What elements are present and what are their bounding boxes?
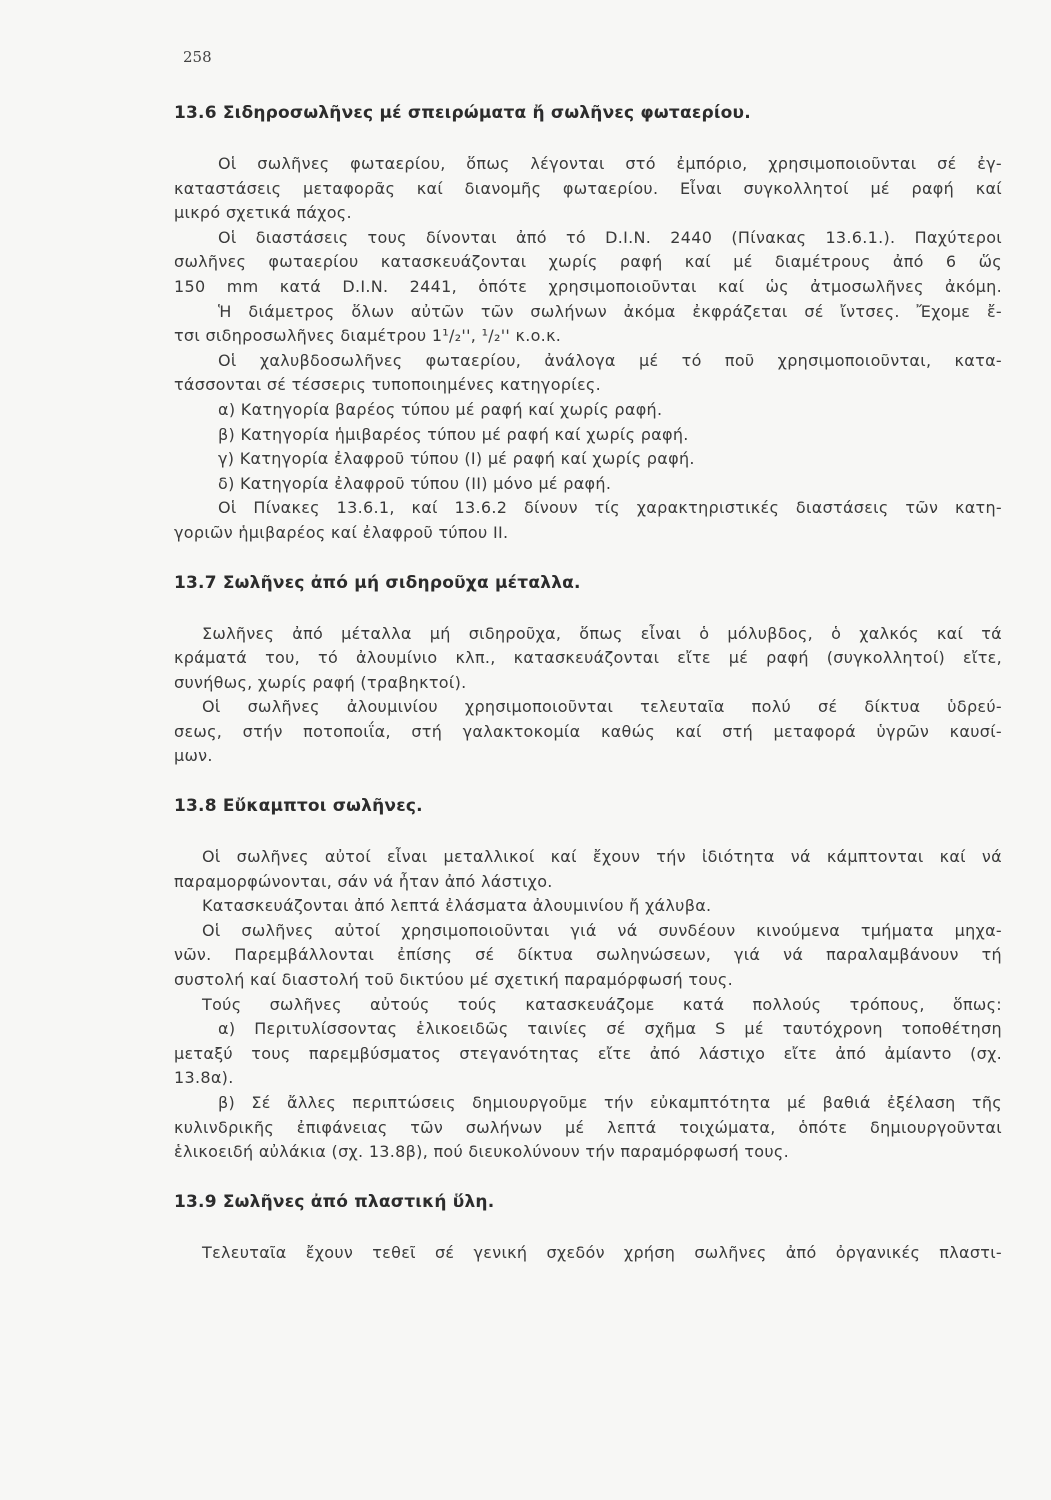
section-body-13-6 bbox=[174, 152, 1002, 546]
text-line: Οἱ σωλῆνες φωταερίου, ὅπως λέγονται στό ἐμπόριο, χρησιμοποιοῦνται σέ ἐγ- bbox=[218, 154, 1002, 173]
section-body-13-9 bbox=[174, 1241, 1002, 1266]
text-line: συνήθως, χωρίς ραφή (τραβηκτοί). bbox=[174, 672, 467, 692]
text-line: Τελευταῖα ἔχουν τεθεῖ σέ γενική σχεδόν χρήση σωλῆνες ἀπό ὀργανικές πλαστι- bbox=[202, 1242, 1002, 1262]
section-body-13-7 bbox=[174, 622, 1002, 770]
section-heading-13-6: 13.6 Σιδηροσωλῆνες μέ σπειρώματα ἤ σωλῆνες φωταερίου. bbox=[174, 103, 751, 123]
section-heading-13-8: 13.8 Εὔκαμπτοι σωλῆνες. bbox=[174, 796, 423, 817]
text-line: Σωλῆνες ἀπό μέταλλα μή σιδηροῦχα, ὅπως εἶναι ὁ μόλυβδος, ὁ χαλκός καί τά bbox=[202, 623, 1002, 643]
text-line: νῶν. Παρεμβάλλονται ἐπίσης σέ δίκτυα σωληνώσεων, γιά νά παραλαμβάνουν τή bbox=[174, 945, 1002, 965]
list-item-a: α) Κατηγορία βαρέος τύπου μέ ραφή καί χωρίς ραφή. bbox=[218, 399, 663, 419]
page-number: 258 bbox=[183, 48, 212, 66]
list-item-c: γ) Κατηγορία ἐλαφροῦ τύπου (I) μέ ραφή καί χωρίς ραφή. bbox=[218, 449, 695, 469]
text-line: Οἱ σωλῆνες αὐτοί εἶναι μεταλλικοί καί ἔχουν τήν ἰδιότητα νά κάμπτονται καί νά bbox=[202, 847, 1002, 867]
text-line: τάσσονται σέ τέσσερις τυποποιημένες κατηγορίες. bbox=[174, 375, 601, 395]
text-line: Οἱ Πίνακες 13.6.1, καί 13.6.2 δίνουν τίς χαρακτηριστικές διαστάσεις τῶν κατη- bbox=[218, 498, 1002, 518]
text-line: καταστάσεις μεταφορᾶς καί διανομῆς φωταερίου. Εἶναι συγκολλητοί μέ ραφή καί bbox=[174, 178, 1002, 198]
text-line: 150 mm κατά D.I.N. 2441, ὁπότε χρησιμοποιοῦνται καί ὡς ἀτμοσωλῆνες ἀκόμη. bbox=[174, 276, 1002, 296]
list-item-a: α) Περιτυλίσσοντας ἑλικοειδῶς ταινίες σέ σχῆμα S μέ ταυτόχρονη τοποθέτηση bbox=[218, 1019, 1002, 1039]
text-line: κυλινδρικῆς ἐπιφάνειας τῶν σωλήνων μέ λεπτά τοιχώματα, ὁπότε δημιουργοῦνται bbox=[174, 1117, 1002, 1137]
text-line: κράματά του, τό ἀλουμίνιο κλπ., κατασκευάζονται εἴτε μέ ραφή (συγκολλητοί) εἴτε, bbox=[174, 648, 1002, 668]
list-item-d: δ) Κατηγορία ἐλαφροῦ τύπου (II) μόνο μέ ραφή. bbox=[218, 473, 612, 493]
list-item-b: β) Κατηγορία ἡμιβαρέος τύπου μέ ραφή καί χωρίς ραφή. bbox=[218, 424, 689, 444]
text-line: Κατασκευάζονται ἀπό λεπτά ἐλάσματα ἀλουμινίου ἤ χάλυβα. bbox=[202, 896, 712, 916]
text-line: παραμορφώνονται, σάν νά ἦταν ἀπό λάστιχο. bbox=[174, 871, 553, 891]
text-line: Οἱ χαλυβδοσωλῆνες φωταερίου, ἀνάλογα μέ τό ποῦ χρησιμοποιοῦνται, κατα- bbox=[218, 350, 1002, 370]
section-body-13-8 bbox=[174, 845, 1002, 1165]
text-line: Οἱ σωλῆνες αὐτοί χρησιμοποιοῦνται γιά νά συνδέουν κινούμενα τμήματα μηχα- bbox=[202, 920, 1002, 940]
text-line: Τούς σωλῆνες αὐτούς τούς κατασκευάζομε κατά πολλούς τρόπους, ὅπως: bbox=[202, 994, 1002, 1014]
text-line: σεως, στήν ποτοποιΐα, στή γαλακτοκομία καθώς καί στή μεταφορά ὑγρῶν καυσί- bbox=[174, 721, 1002, 741]
text-line: γοριῶν ἡμιβαρέος καί ἐλαφροῦ τύπου II. bbox=[174, 522, 509, 542]
text-line: μων. bbox=[174, 746, 213, 766]
text-line: συστολή καί διαστολή τοῦ δικτύου μέ σχετική παραμόρφωσή τους. bbox=[174, 970, 733, 990]
section-heading-13-9: 13.9 Σωλῆνες ἀπό πλαστική ὕλη. bbox=[174, 1191, 495, 1212]
text-line: 13.8α). bbox=[174, 1068, 234, 1088]
text-line: ἑλικοειδή αὐλάκια (σχ. 13.8β), πού διευκολύνουν τήν παραμόρφωσή τους. bbox=[174, 1142, 789, 1162]
section-heading-13-7: 13.7 Σωλῆνες ἀπό μή σιδηροῦχα μέταλλα. bbox=[174, 572, 581, 593]
page-content bbox=[174, 98, 1002, 1265]
text-line: μικρό σχετικά πάχος. bbox=[174, 203, 352, 223]
text-line: Ἡ διάμετρος ὅλων αὐτῶν τῶν σωλήνων ἀκόμα ἐκφράζεται σέ ἴντσες. Ἔχομε ἔ- bbox=[218, 301, 1002, 321]
text-line: μεταξύ τους παρεμβύσματος στεγανότητας εἴτε ἀπό λάστιχο εἴτε ἀπό ἀμίαντο (σχ. bbox=[174, 1043, 1002, 1063]
list-item-b: β) Σέ ἄλλες περιπτώσεις δημιουργοῦμε τήν εὐκαμπτότητα μέ βαθιά ἐξέλαση τῆς bbox=[218, 1093, 1002, 1112]
text-line: σωλῆνες φωταερίου κατασκευάζονται χωρίς ραφή καί μέ διαμέτρους ἀπό 6 ὥς bbox=[174, 252, 1002, 272]
text-line: Οἱ διαστάσεις τους δίνονται ἀπό τό D.I.N. 2440 (Πίνακας 13.6.1.). Παχύτεροι bbox=[218, 227, 1002, 247]
text-line: τσι σιδηροσωλῆνες διαμέτρου 1¹/₂'', ¹/₂'' κ.ο.κ. bbox=[174, 326, 562, 346]
text-line: Οἱ σωλῆνες ἀλουμινίου χρησιμοποιοῦνται τελευταῖα πολύ σέ δίκτυα ὑδρεύ- bbox=[202, 697, 1002, 717]
